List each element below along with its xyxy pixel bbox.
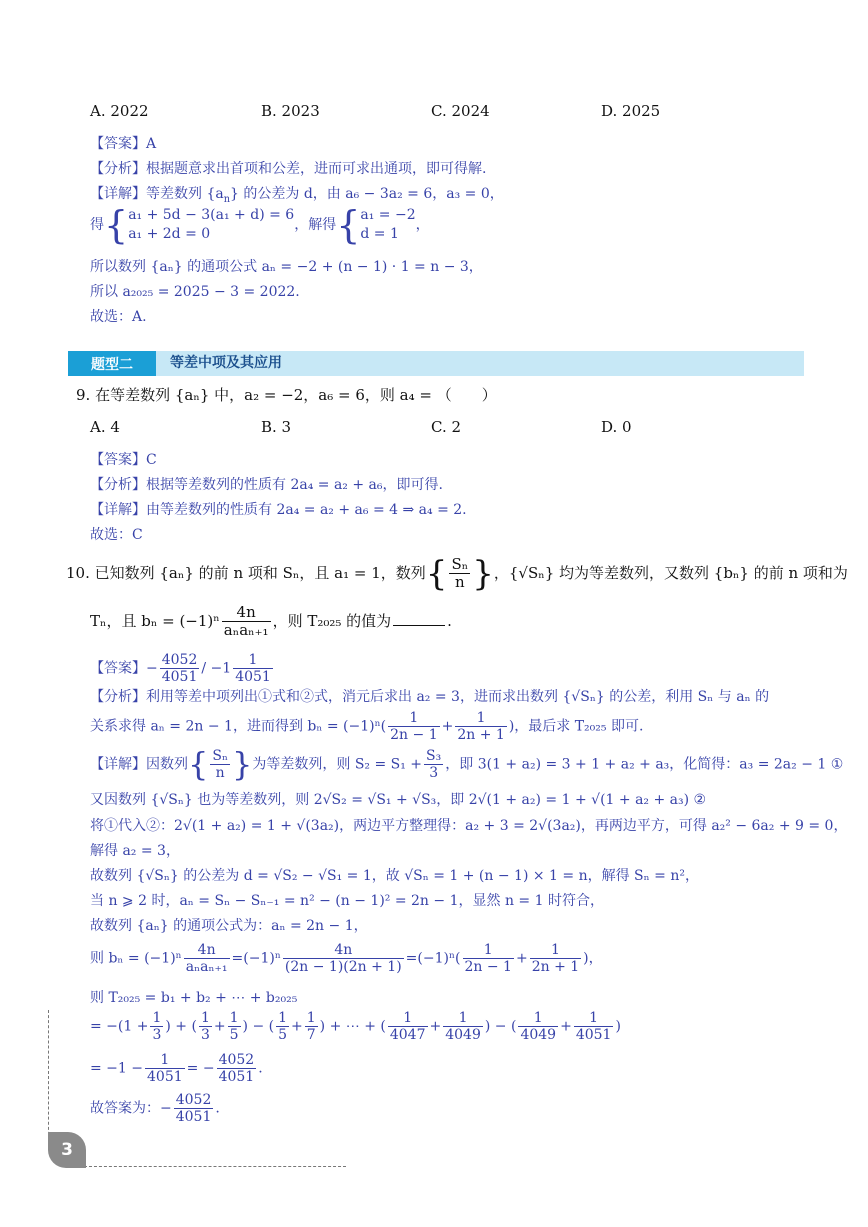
q10-stem-line2: Tₙ，且 bₙ = (−1)ⁿ $\frac{4n}{\text{aₙaₙ₊₁}}$ ，则 T₂₀₂₅ 的值为 . [90, 603, 452, 640]
q10-analysis-line1: 【分析】利用等差中项列出①式和②式，消元后求出 a₂ = 3，进而求出数列 {√Sₙ} 的公差，利用 Sₙ 与 aₙ 的 [90, 689, 770, 705]
q10-detail-bn: 则 bₙ = (−1)ⁿ $\frac{4n}{\text{aₙaₙ₊₁}}$ =(−1)ⁿ $\frac{4n}{(2n - 1)(2n + 1)}$ =(−1)ⁿ( $\frac{1}{2n - 1}$ + $\frac{1}{2n + 1}$ )， [90, 942, 603, 976]
q10-detail-line7: 故数列 {aₙ} 的通项公式为：aₙ = 2n − 1， [90, 918, 368, 934]
q8-option-a: A. 2022 [90, 102, 149, 120]
q8-detail: 【详解】等差数列 $\{a_n\}$ 的公差为 d，由 a₆ − 3a₂ = 6，a₃ = 0， [90, 186, 504, 205]
corner-dash-vertical [48, 1010, 49, 1140]
q8-option-b: B. 2023 [261, 102, 320, 120]
q8-option-c: C. 2024 [431, 102, 490, 120]
q9-answer: 【答案】C [90, 452, 157, 468]
q10-detail-line6: 当 n ⩾ 2 时，aₙ = Sₙ − Sₙ₋₁ = n² − (n − 1)² = 2n − 1，显然 n = 1 时符合， [90, 893, 604, 909]
q10-detail-line1: 【详解】因数列{ $\frac{\text{Sₙ}}{n}$ }为等差数列，则 S₂ = S₁ + $\frac{\text{S₃}}{3}$ ，即 3(1 + a₂) = 3 + 1 + a₂ + a₃，化简得：a₃ = 2a₂ − 1 ① [90, 745, 844, 784]
q10-detail-line3: 将①代入②：2√(1 + a₂) = 1 + √(3a₂)，两边平方整理得：a₂ + 3 = 2√(3a₂)，再两边平方，可得 a₂² − 6a₂ + 9 = 0， [90, 818, 848, 834]
q8-answer: 【答案】A [90, 136, 157, 152]
q9-option-d: D. 0 [601, 418, 632, 436]
q8-result: 所以 a₂₀₂₅ = 2025 − 3 = 2022. [90, 284, 300, 300]
corner-dash-horizontal [84, 1166, 346, 1167]
q10-final-answer: 故答案为：− $\frac{4052}{4051}$ . [90, 1092, 220, 1126]
q9-analysis: 【分析】根据等差数列的性质有 2a₄ = a₂ + a₆，即可得. [90, 477, 443, 493]
q9-choose: 故选：C [90, 527, 143, 543]
q10-stem-line1: 10. 已知数列 {aₙ} 的前 n 项和 Sₙ，且 a₁ = 1，数列{ $\frac{\text{Sₙ}}{n}$ }，{√Sₙ} 均为等差数列，又数列 {bₙ} 的前 n 项和为 [66, 553, 848, 594]
page-number: 3 [48, 1132, 86, 1168]
q9-detail: 【详解】由等差数列的性质有 2a₄ = a₂ + a₆ = 4 ⇒ a₄ = 2. [90, 502, 467, 518]
q8-systems: 得{ a₁ + 5d − 3(a₁ + d) = 6 a₁ + 2d = 0 ，解得{ a₁ = −2 d = 1 ， [90, 203, 430, 247]
q10-detail-tn: 则 T₂₀₂₅ = b₁ + b₂ + ⋯ + b₂₀₂₅ [90, 990, 298, 1006]
q8-option-d: D. 2025 [601, 102, 661, 120]
q10-detail-line4: 解得 a₂ = 3， [90, 843, 180, 859]
q8-choose: 故选：A. [90, 309, 147, 325]
q10-blank [393, 625, 445, 626]
q10-detail-line2: 又因数列 {√Sₙ} 也为等差数列，则 2√S₂ = √S₁ + √S₃，即 2√(1 + a₂) = 1 + √(1 + a₂ + a₃) ② [90, 792, 707, 808]
q10-detail-line5: 故数列 {√Sₙ} 的公差为 d = √S₂ − √S₁ = 1，故 √Sₙ = 1 + (n − 1) × 1 = n，解得 Sₙ = n²， [90, 868, 699, 884]
q9-option-a: A. 4 [90, 418, 120, 436]
section-tag: 题型二 [68, 351, 156, 376]
q10-answer: 【答案】− $\frac{4052}{4051}$ / −1 $\frac{1}{4051}$ [90, 652, 271, 686]
q9-stem: 9. 在等差数列 {aₙ} 中，a₂ = −2，a₆ = 6，则 a₄ = （ ） [76, 386, 497, 404]
q9-option-c: C. 2 [431, 418, 462, 436]
section-title: 等差中项及其应用 [170, 355, 282, 371]
q10-detail-result: = −1 − $\frac{1}{4051}$ = − $\frac{4052}{4051}$ . [90, 1052, 263, 1086]
q10-analysis-line2: 关系求得 aₙ = 2n − 1，进而得到 bₙ = (−1)ⁿ( $\frac{1}{2n - 1}$ + $\frac{1}{2n + 1}$ )，最后求 T₂₀₂₅ 即可. [90, 710, 644, 744]
q8-general-term: 所以数列 {aₙ} 的通项公式 aₙ = −2 + (n − 1) · 1 = n − 3， [90, 259, 483, 275]
q10-detail-sum: = −(1 + $\frac{1}{3}$ ) + ( $\frac{1}{3}$ + $\frac{1}{5}$ ) − ( $\frac{1}{5}$ + $\frac{1}{7}$ ) + ⋯ + ( $\frac{1}{4047}$ + $\frac{1}{4049}$ ) − ( $\frac{1}{4049}$ + $\frac{1}{4051}$ ) [90, 1010, 621, 1044]
q8-analysis: 【分析】根据题意求出首项和公差，进而可求出通项，即可得解. [90, 161, 487, 177]
q9-option-b: B. 3 [261, 418, 292, 436]
